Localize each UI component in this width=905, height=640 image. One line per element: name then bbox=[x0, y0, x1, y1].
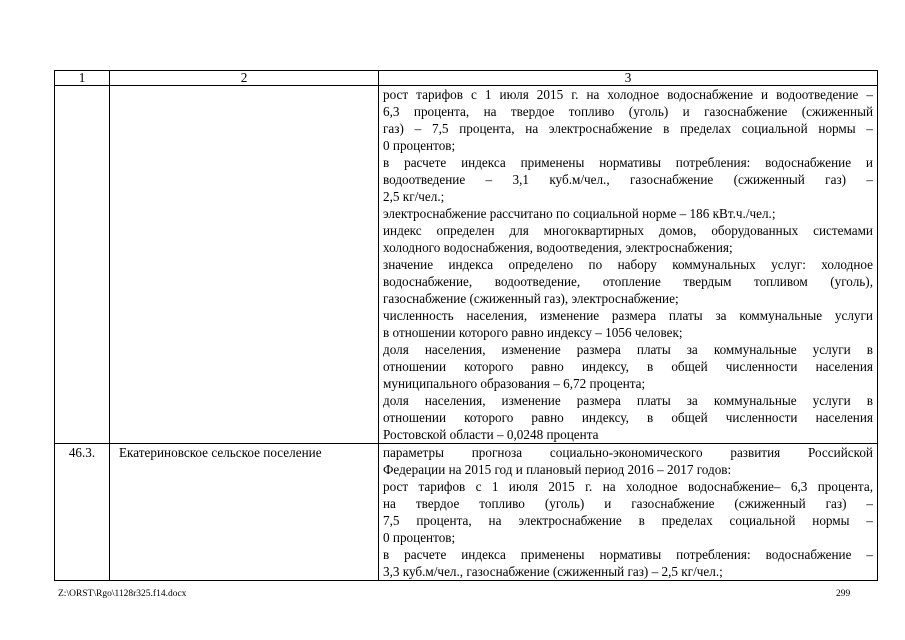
text-line: на твердое топливо (уголь) и газоснабжение (сжиженный газ) – bbox=[383, 496, 873, 511]
text-line: численность населения, изменение размера платы за коммунальные услуги bbox=[383, 308, 873, 323]
row-name-cell bbox=[110, 86, 379, 444]
text-line: газоснабжение (сжиженный газ), электроснабжение; bbox=[383, 291, 679, 306]
row-text-cell bbox=[379, 86, 878, 444]
table-header-row bbox=[55, 71, 878, 86]
text-line: 6,3 процента, на твердое топливо (уголь) и газоснабжение (сжиженный bbox=[383, 104, 873, 119]
text-line: Федерации на 2015 год и плановый период 2016 – 2017 годов: bbox=[383, 462, 732, 477]
text-line: газ) – 7,5 процента, на электроснабжение в пределах социальной нормы – bbox=[383, 121, 873, 136]
text-line: параметры прогноза социально-экономического развития Российской bbox=[383, 445, 873, 460]
header-col-3: 3 bbox=[379, 71, 878, 86]
text-line: индекс определен для многоквартирных домов, оборудованных системами bbox=[383, 223, 873, 238]
table-row bbox=[55, 86, 878, 444]
text-line: в расчете индекса применены нормативы потребления: водоснабжение и bbox=[383, 155, 873, 170]
text-line: холодного водоснабжения, водоотведения, электроснабжения; bbox=[383, 240, 733, 255]
text-line: водоотведение – 3,1 куб.м/чел., газоснабжение (сжиженный газ) – bbox=[383, 172, 873, 187]
text-line: 0 процентов; bbox=[383, 138, 456, 153]
text-line: в расчете индекса применены нормативы потребления: водоснабжение – bbox=[383, 547, 873, 562]
text-line: отношении которого равно индексу, в общей численности населения bbox=[383, 359, 873, 374]
table-row bbox=[55, 444, 878, 581]
header-col-1: 1 bbox=[55, 71, 110, 86]
header-col-2: 2 bbox=[110, 71, 379, 86]
row-text-cell bbox=[379, 444, 878, 581]
text-line: муниципального образования – 6,72 процента; bbox=[383, 376, 646, 391]
text-line: значение индекса определено по набору коммунальных услуг: холодное bbox=[383, 257, 873, 272]
document-table bbox=[54, 70, 878, 581]
text-line: рост тарифов с 1 июля 2015 г. на холодное водоснабжение и водоотведение – bbox=[383, 87, 873, 102]
text-line: рост тарифов с 1 июля 2015 г. на холодное водоснабжение– 6,3 процента, bbox=[383, 479, 873, 494]
text-line: 2,5 кг/чел.; bbox=[383, 189, 445, 204]
text-line: 3,3 куб.м/чел., газоснабжение (сжиженный газ) – 2,5 кг/чел.; bbox=[383, 564, 723, 579]
row-name-cell: Екатериновское сельское поселение bbox=[110, 444, 379, 581]
row-number-cell bbox=[55, 86, 110, 444]
text-line: водоснабжение, водоотведение, отопление твердым топливом (уголь), bbox=[383, 274, 873, 289]
text-line: в отношении которого равно индексу – 1056 человек; bbox=[383, 325, 683, 340]
text-line: отношении которого равно индексу, в общей численности населения bbox=[383, 410, 873, 425]
text-line: доля населения, изменение размера платы за коммунальные услуги в bbox=[383, 393, 873, 408]
text-line: электроснабжение рассчитано по социальной норме – 186 кВт.ч./чел.; bbox=[383, 206, 776, 221]
row-number-cell: 46.3. bbox=[55, 444, 110, 581]
text-line: 7,5 процента, на электроснабжение в пределах социальной нормы – bbox=[383, 513, 873, 528]
text-line: Ростовской области – 0,0248 процента bbox=[383, 427, 599, 442]
text-line: 0 процентов; bbox=[383, 530, 456, 545]
footer-page-number: 299 bbox=[836, 589, 851, 599]
text-line: доля населения, изменение размера платы за коммунальные услуги в bbox=[383, 342, 873, 357]
footer-file-path: Z:\ORST\Rgo\1128r325.f14.docx bbox=[58, 589, 187, 599]
